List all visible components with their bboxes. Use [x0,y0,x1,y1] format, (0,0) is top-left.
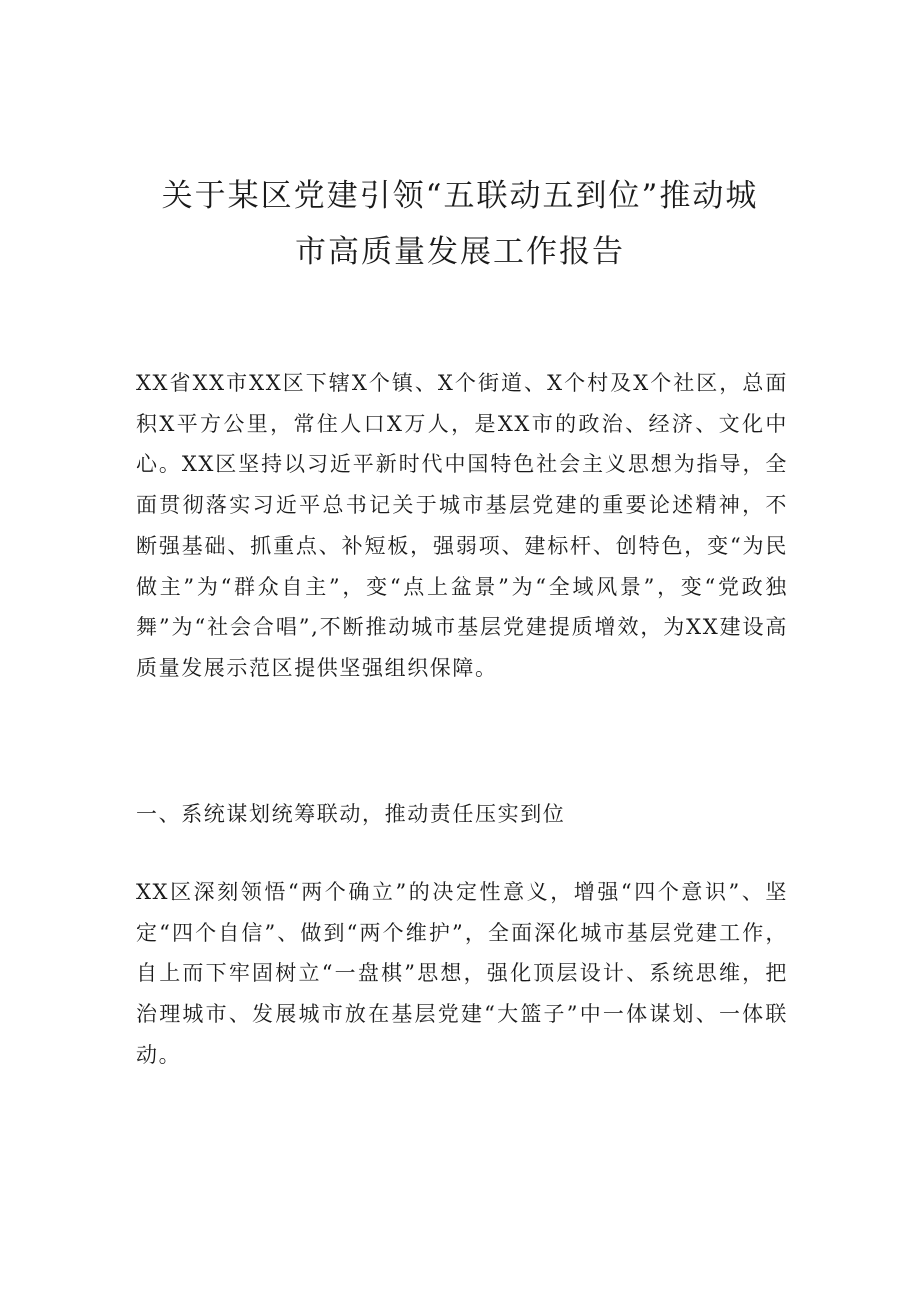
intro-paragraph: XX省XX市XX区下辖X个镇、X个街道、X个村及X个社区，总面积X平方公里，常住人口X万人，是XX市的政治、经济、文化中心。XX区坚持以习近平新时代中国特色社会主义思想为指导，全面贯彻落实习近平总书记关于城市基层党建的重要论述精神，不断强基础、抓重点、补短板，强弱项、建标杆、创特色，变“为民做主”为“群众自主”，变“点上盆景”为“全域风景”，变“党政独舞”为“社会合唱”,不断推动城市基层党建提质增效，为XX建设高质量发展示范区提供坚强组织保障。 [136,371,788,680]
document-title [120,168,800,280]
section-1-paragraph: XX区深刻领悟“两个确立”的决定性意义，增强“四个意识”、坚定“四个自信”、做到“两个维护”，全面深化城市基层党建工作，自上而下牢固树立“一盘棋”思想，强化顶层设计、系统思维，把治理城市、发展城市放在基层党建“大篮子”中一体谋划、一体联动。 [136,880,788,1067]
title-line-1: 关于某区党建引领“五联动五到位”推动城 [161,178,759,214]
section-heading-1: 一、系统谋划统筹联动，推动责任压实到位 [136,802,566,826]
title-line-2: 市高质量发展工作报告 [295,234,625,270]
